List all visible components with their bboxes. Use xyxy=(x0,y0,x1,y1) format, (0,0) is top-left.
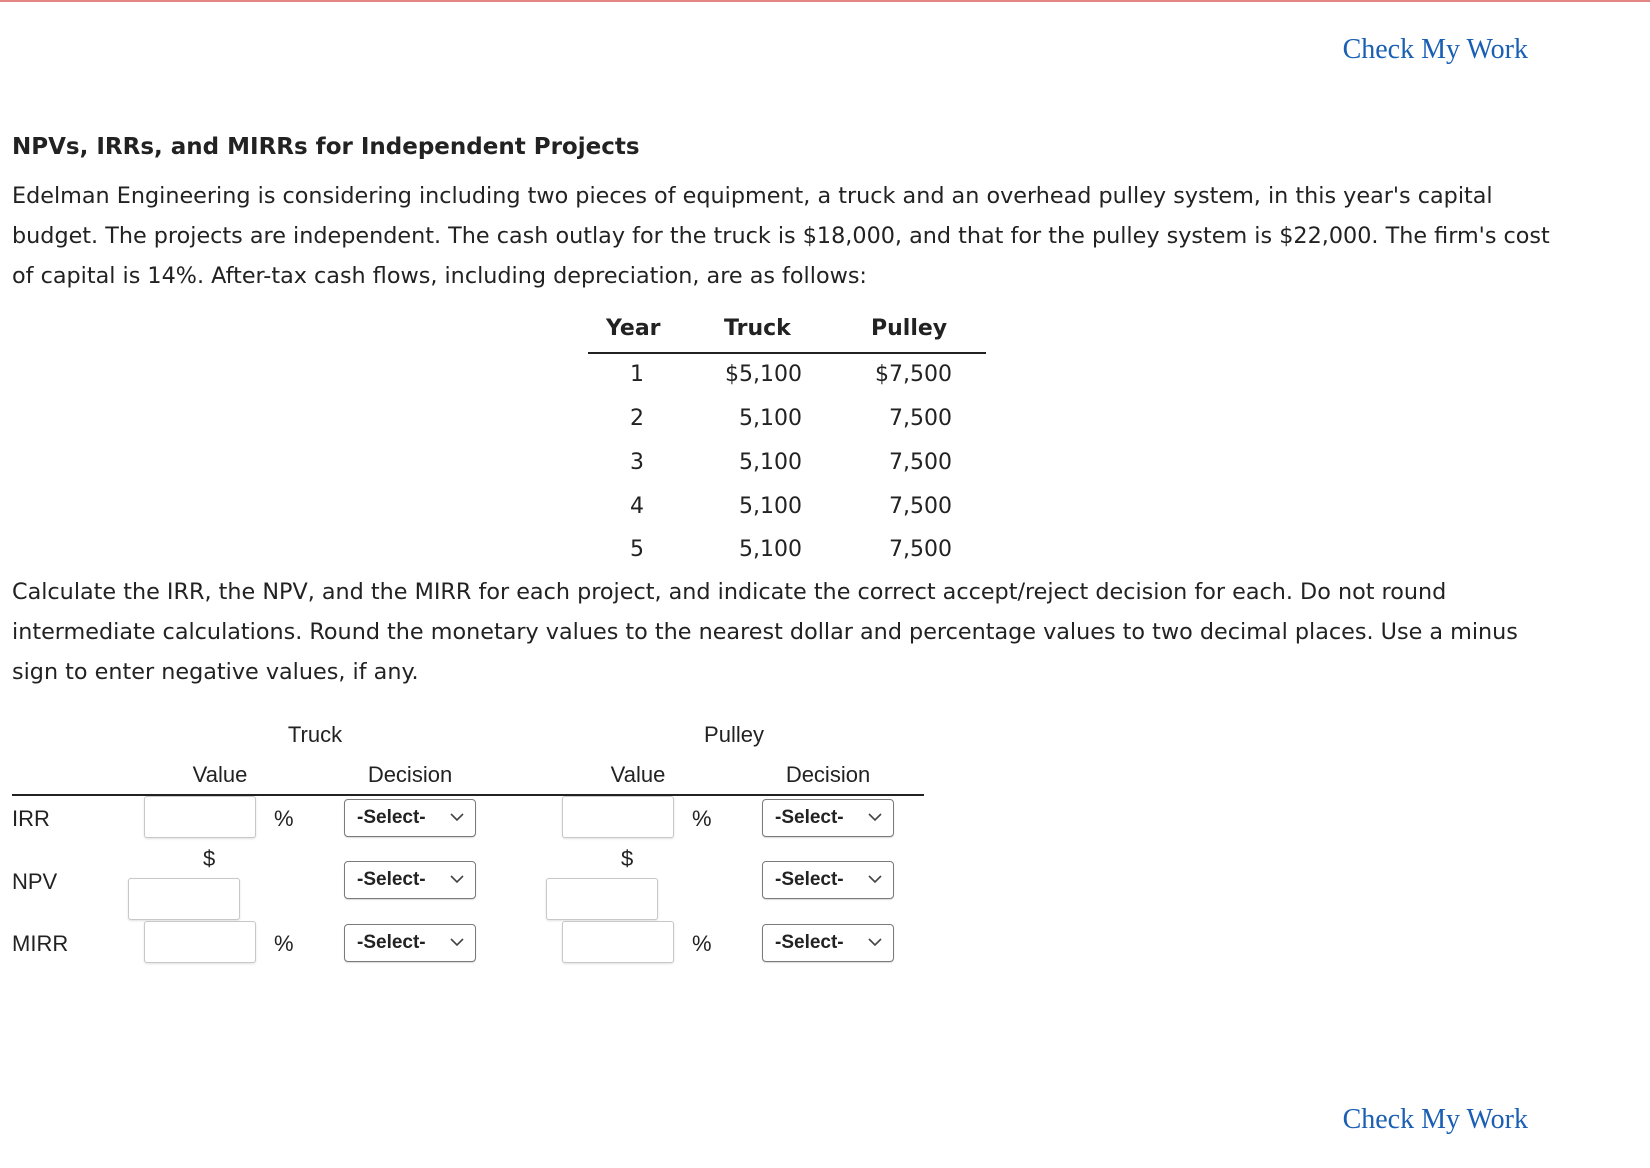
problem-intro: Edelman Engineering is considering including two pieces of equipment, a truck and an overhead pulley system, in this year's capital budget. The projects are independent. The cash outlay for the truck is $18,000, and that for the pulley system is $22,000. The firm's cost of capital is 14%. After-tax cash flows, including depreciation, are as follows: xyxy=(12,183,1550,289)
truck-irr-decision-select[interactable] xyxy=(344,799,476,837)
cf-year: 1 xyxy=(630,362,644,387)
truck-npv-dollar: $ xyxy=(203,846,216,871)
subheader-pulley-value: Value xyxy=(610,762,666,787)
cf-year: 4 xyxy=(630,494,644,519)
group-header-pulley: Pulley xyxy=(704,722,764,747)
instructions: Calculate the IRR, the NPV, and the MIRR for each project, and indicate the correct accept/reject decision for each. Do not round intermediate calculations. Round the monetary values to the nearest dollar and percentage values to two decimal places. Use a minus sign to enter negative values, if any. xyxy=(12,579,1518,685)
truck-irr-percent: % xyxy=(274,806,294,831)
truck-mirr-decision-select[interactable] xyxy=(344,924,476,962)
pulley-mirr-percent: % xyxy=(692,931,712,956)
cf-header-rule xyxy=(588,352,986,354)
select-value: -Select- xyxy=(775,869,844,890)
select-value: -Select- xyxy=(357,932,426,953)
row-label-irr: IRR xyxy=(12,806,50,831)
cf-truck: 5,100 xyxy=(739,537,802,562)
cf-pulley: $7,500 xyxy=(875,362,952,387)
cf-year: 3 xyxy=(630,450,644,475)
group-header-truck: Truck xyxy=(287,722,343,747)
cf-header-truck: Truck xyxy=(724,316,791,341)
select-value: -Select- xyxy=(775,932,844,953)
subheader-pulley-decision: Decision xyxy=(785,762,871,787)
cf-year: 5 xyxy=(630,537,644,562)
pulley-npv-dollar: $ xyxy=(621,846,634,871)
row-label-mirr: MIRR xyxy=(12,931,69,956)
pulley-npv-input[interactable] xyxy=(546,878,658,920)
pulley-mirr-input[interactable] xyxy=(562,921,674,963)
select-value: -Select- xyxy=(357,869,426,890)
pulley-npv-decision-select[interactable] xyxy=(762,861,894,899)
subheader-truck-decision: Decision xyxy=(367,762,453,787)
truck-irr-input[interactable] xyxy=(144,796,256,838)
truck-npv-decision-select[interactable] xyxy=(344,861,476,899)
problem-title: NPVs, IRRs, and MIRRs for Independent Projects xyxy=(12,134,640,160)
chevron-down-icon xyxy=(449,871,465,887)
truck-npv-input[interactable] xyxy=(128,878,240,920)
top-border xyxy=(0,0,1650,2)
cf-header-pulley: Pulley xyxy=(871,316,948,341)
cf-truck: 5,100 xyxy=(739,494,802,519)
chevron-down-icon xyxy=(449,934,465,950)
chevron-down-icon xyxy=(867,809,883,825)
chevron-down-icon xyxy=(867,871,883,887)
cf-truck: 5,100 xyxy=(739,406,802,431)
cf-header-year: Year xyxy=(606,316,661,341)
pulley-irr-percent: % xyxy=(692,806,712,831)
check-my-work-link-bottom[interactable]: Check My Work xyxy=(1342,1104,1528,1135)
truck-mirr-input[interactable] xyxy=(144,921,256,963)
chevron-down-icon xyxy=(449,809,465,825)
cf-pulley: 7,500 xyxy=(889,450,952,475)
subheader-truck-value: Value xyxy=(192,762,248,787)
truck-mirr-percent: % xyxy=(274,931,294,956)
check-my-work-link-top[interactable]: Check My Work xyxy=(1342,34,1528,65)
cf-truck: 5,100 xyxy=(739,450,802,475)
cf-pulley: 7,500 xyxy=(889,494,952,519)
cf-pulley: 7,500 xyxy=(889,537,952,562)
select-value: -Select- xyxy=(775,807,844,828)
cf-pulley: 7,500 xyxy=(889,406,952,431)
chevron-down-icon xyxy=(867,934,883,950)
pulley-irr-decision-select[interactable] xyxy=(762,799,894,837)
row-label-npv: NPV xyxy=(12,869,58,894)
pulley-irr-input[interactable] xyxy=(562,796,674,838)
cf-year: 2 xyxy=(630,406,644,431)
cf-truck: $5,100 xyxy=(725,362,802,387)
pulley-mirr-decision-select[interactable] xyxy=(762,924,894,962)
select-value: -Select- xyxy=(357,807,426,828)
